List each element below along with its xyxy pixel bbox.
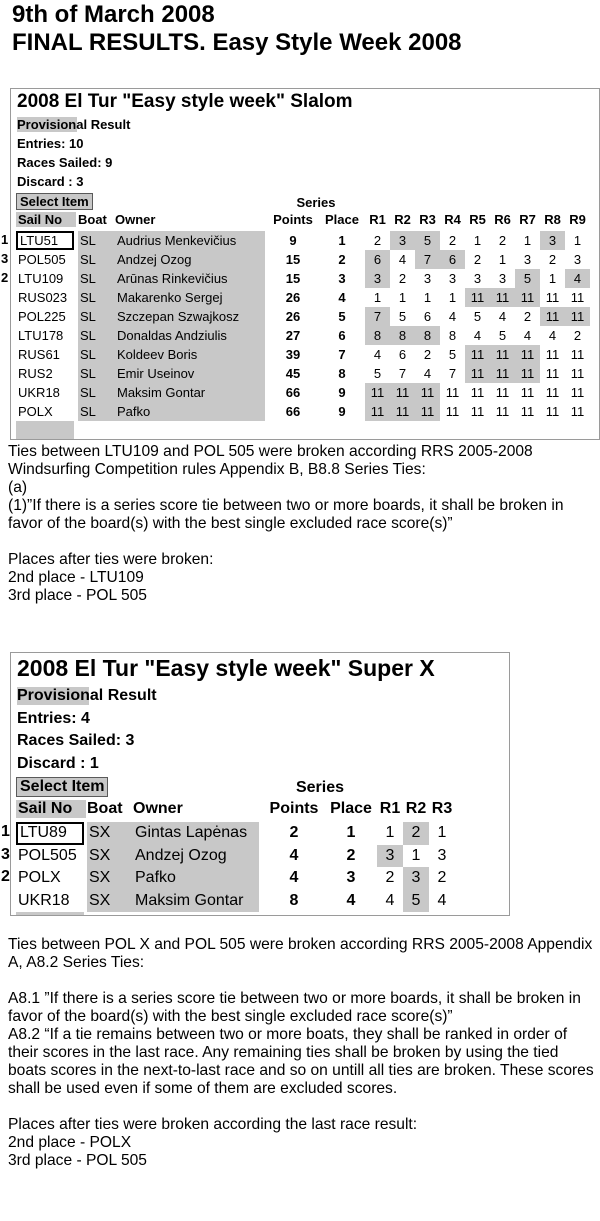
superx-row-2-boat: SX — [87, 845, 133, 868]
superx-row-2-sail[interactable]: POL505 — [18, 846, 77, 864]
slalom-row-7-race-9: 11 — [570, 347, 585, 362]
superx-col-boat: Boat — [87, 799, 123, 817]
slalom-row-7-boat: SL — [78, 345, 115, 364]
slalom-row-1-points: 9 — [289, 233, 297, 248]
superx-row-1-points: 2 — [289, 824, 299, 841]
slalom-row-8-race-7: 11 — [515, 364, 540, 383]
slalom-row-2-race-2: 4 — [398, 252, 407, 267]
slalom-row-7-race-4: 5 — [448, 347, 457, 362]
superx-row-2-place: 2 — [346, 846, 356, 864]
superx-note-4: Places after ties were broken according the last race result: — [8, 1116, 418, 1133]
slalom-rank-marker-3: 2 — [1, 270, 9, 285]
superx-note-1: Ties between POL X and POL 505 were broken according RRS 2005-2008 Appendix A, A8.2 Series Ties: — [8, 936, 593, 971]
slalom-col-sail: Sail No — [16, 212, 76, 227]
superx-rank-marker-1: 1 — [1, 823, 10, 840]
superx-rank-marker-2: 3 — [1, 845, 10, 863]
slalom-col-boat: Boat — [78, 212, 107, 227]
slalom-row-5-sail[interactable]: POL225 — [18, 309, 66, 324]
superx-title: 2008 El Tur "Easy style week" Super X — [17, 655, 435, 681]
slalom-row-6-race-9: 2 — [573, 328, 582, 343]
superx-row-1-boat: SX — [87, 822, 133, 845]
slalom-row-8-race-8: 11 — [545, 366, 560, 381]
slalom-col-race-1: R1 — [369, 212, 386, 227]
slalom-row-5-race-4: 4 — [448, 309, 457, 324]
superx-row-1-owner: Gintas Lapėnas — [133, 822, 259, 845]
superx-row-2-points: 4 — [289, 846, 299, 864]
slalom-row-1-race-8: 3 — [540, 231, 565, 250]
slalom-row-8-boat: SL — [78, 364, 115, 383]
superx-col-owner: Owner — [133, 799, 183, 817]
slalom-col-place: Place — [325, 212, 359, 227]
slalom-sail-tail — [16, 421, 74, 440]
slalom-row-7-sail[interactable]: RUS61 — [18, 347, 60, 362]
superx-row-3-race-1: 2 — [385, 869, 395, 886]
slalom-row-9-race-9: 11 — [570, 385, 585, 400]
slalom-row-7-race-1: 4 — [373, 347, 382, 362]
slalom-rank-marker-2: 3 — [1, 251, 9, 266]
superx-sail-tail — [16, 912, 84, 916]
slalom-row-2-race-1: 6 — [365, 250, 390, 269]
slalom-row-1-race-7: 1 — [523, 233, 532, 248]
slalom-col-race-4: R4 — [444, 212, 461, 227]
slalom-row-10-race-9: 11 — [570, 404, 585, 419]
superx-note-2: A8.1 ”If there is a series score tie between two or more boards, it shall be broken in favor of the board(s) with the best single excluded race score(s)” — [8, 990, 581, 1025]
slalom-row-3-race-1: 3 — [365, 269, 390, 288]
slalom-title: 2008 El Tur "Easy style week" Slalom — [17, 91, 353, 112]
slalom-row-4-race-6: 11 — [490, 288, 515, 307]
slalom-row-6-race-5: 4 — [473, 328, 482, 343]
slalom-row-2-sail[interactable]: POL505 — [18, 252, 66, 267]
slalom-col-owner: Owner — [115, 212, 156, 227]
superx-row-1-race-2: 2 — [403, 822, 429, 845]
superx-note-3: A8.2 “If a tie remains between two or more boats, they shall be ranked in order of their scores in the last race. Any remaining ties shall be broken by using the tied boats scores in the next-to-last race and so on untill all ties are broken. These scores shall be used even if some of them are excluded scores. — [8, 1026, 594, 1097]
superx-col-place: Place — [330, 799, 372, 817]
slalom-row-3-race-5: 3 — [473, 271, 482, 286]
slalom-row-2-race-4: 6 — [440, 250, 465, 269]
slalom-row-1-boat: SL — [78, 231, 115, 250]
slalom-note-5: 2nd place - LTU109 — [8, 569, 144, 586]
slalom-row-7-race-2: 6 — [398, 347, 407, 362]
page-title: FINAL RESULTS. Easy Style Week 2008 — [12, 29, 462, 56]
slalom-row-10-place: 9 — [338, 404, 346, 419]
slalom-row-6-sail[interactable]: LTU178 — [18, 328, 64, 343]
superx-results-panel — [10, 652, 510, 916]
slalom-row-3-race-7: 5 — [515, 269, 540, 288]
superx-col-sail: Sail No — [16, 800, 86, 818]
superx-row-2-race-2: 1 — [411, 846, 421, 864]
slalom-row-9-points: 66 — [285, 385, 301, 400]
slalom-row-3-boat: SL — [78, 269, 115, 288]
slalom-row-2-race-6: 1 — [498, 252, 507, 267]
slalom-row-8-race-1: 5 — [373, 366, 382, 381]
slalom-row-5-race-9: 11 — [565, 307, 590, 326]
slalom-row-1-race-6: 2 — [498, 233, 507, 248]
slalom-col-series: Series — [296, 195, 336, 210]
slalom-row-1-race-5: 1 — [473, 233, 482, 248]
slalom-select-item-button[interactable]: Select Item — [16, 193, 93, 210]
slalom-row-7-race-8: 11 — [545, 347, 560, 362]
slalom-row-3-sail[interactable]: LTU109 — [18, 271, 64, 286]
slalom-row-5-race-8: 11 — [540, 307, 565, 326]
superx-row-1-place: 1 — [346, 824, 356, 841]
slalom-row-5-owner: Szczepan Szwajkosz — [115, 307, 265, 326]
slalom-row-6-race-8: 4 — [548, 328, 557, 343]
slalom-row-4-race-4: 1 — [448, 290, 457, 305]
slalom-row-3-race-4: 3 — [448, 271, 457, 286]
slalom-row-4-points: 26 — [285, 290, 301, 305]
slalom-row-2-boat: SL — [78, 250, 115, 269]
slalom-row-8-race-2: 7 — [398, 366, 407, 381]
superx-row-4-race-1: 4 — [385, 891, 395, 909]
slalom-row-9-race-1: 11 — [365, 383, 390, 402]
slalom-row-7-points: 39 — [285, 347, 301, 362]
slalom-row-10-boat: SL — [78, 402, 115, 421]
superx-entries: Entries: 4 — [17, 709, 90, 727]
slalom-row-9-sail[interactable]: UKR18 — [18, 385, 60, 400]
slalom-row-3-race-9: 4 — [565, 269, 590, 288]
slalom-row-2-points: 15 — [285, 252, 301, 267]
superx-row-3-sail[interactable]: POLX — [18, 869, 61, 886]
superx-row-1-race-3: 1 — [437, 824, 447, 841]
slalom-row-4-race-5: 11 — [465, 288, 490, 307]
slalom-col-race-7: R7 — [519, 212, 536, 227]
superx-row-2-race-1: 3 — [377, 845, 403, 868]
superx-races-sailed: Races Sailed: 3 — [17, 732, 135, 749]
slalom-row-2-race-8: 2 — [548, 252, 557, 267]
slalom-races-sailed: Races Sailed: 9 — [17, 155, 113, 170]
slalom-row-3-race-6: 3 — [498, 271, 507, 286]
slalom-row-8-points: 45 — [285, 366, 301, 381]
slalom-results-panel — [10, 88, 600, 440]
slalom-row-2-race-9: 3 — [573, 252, 582, 267]
superx-col-race-2: R2 — [405, 799, 427, 817]
slalom-row-1-place: 1 — [338, 233, 346, 248]
superx-row-1-sail[interactable]: LTU89 — [16, 822, 84, 845]
slalom-row-6-owner: Donaldas Andziulis — [115, 326, 265, 345]
slalom-row-2-race-5: 2 — [473, 252, 482, 267]
slalom-row-5-race-1: 7 — [365, 307, 390, 326]
slalom-row-8-owner: Emir Useinov — [115, 364, 265, 383]
slalom-row-1-race-4: 2 — [448, 233, 457, 248]
slalom-row-4-race-3: 1 — [423, 290, 432, 305]
slalom-row-5-place: 5 — [338, 309, 346, 324]
superx-row-4-sail[interactable]: UKR18 — [18, 891, 70, 909]
slalom-row-9-race-7: 11 — [520, 385, 535, 400]
superx-col-race-3: R3 — [431, 799, 453, 817]
slalom-row-3-place: 3 — [338, 271, 346, 286]
slalom-row-5-boat: SL — [78, 307, 115, 326]
slalom-provisional-label: Provisional Result — [17, 117, 131, 132]
slalom-row-8-race-4: 7 — [448, 366, 457, 381]
slalom-row-3-race-3: 3 — [423, 271, 432, 286]
slalom-row-7-race-7: 11 — [515, 345, 540, 364]
slalom-row-5-race-7: 2 — [523, 309, 532, 324]
superx-row-2-owner: Andzej Ozog — [133, 845, 259, 868]
slalom-row-9-boat: SL — [78, 383, 115, 402]
superx-row-1-race-1: 1 — [385, 824, 395, 841]
slalom-note-1: Ties between LTU109 and POL 505 were broken according RRS 2005-2008 Windsurfing Competition rules Appendix B, B8.8 Series Ties: — [8, 443, 533, 478]
slalom-row-4-race-7: 11 — [515, 288, 540, 307]
slalom-row-9-race-8: 11 — [545, 385, 560, 400]
slalom-row-10-race-8: 11 — [545, 404, 560, 419]
slalom-col-race-9: R9 — [569, 212, 586, 227]
slalom-col-race-6: R6 — [494, 212, 511, 227]
slalom-row-4-sail[interactable]: RUS023 — [18, 290, 68, 305]
slalom-note-2: (a) — [8, 479, 28, 496]
slalom-row-1-race-3: 5 — [415, 231, 440, 250]
slalom-row-4-owner: Makarenko Sergej — [115, 288, 265, 307]
slalom-row-9-race-6: 11 — [495, 385, 510, 400]
slalom-note-3: (1)”If there is a series score tie between two or more boards, it shall be broken in favor of the board(s) with the best single excluded race score(s)” — [8, 497, 564, 532]
slalom-row-1-owner: Audrius Menkevičius — [115, 231, 265, 250]
slalom-row-9-owner: Maksim Gontar — [115, 383, 265, 402]
slalom-row-2-race-3: 7 — [415, 250, 440, 269]
slalom-row-9-race-4: 11 — [445, 385, 460, 400]
slalom-row-1-race-9: 1 — [573, 233, 582, 248]
slalom-row-10-race-7: 11 — [520, 404, 535, 419]
superx-row-3-owner: Pafko — [133, 867, 259, 890]
superx-row-4-owner: Maksim Gontar — [133, 890, 259, 913]
slalom-row-8-place: 8 — [338, 366, 346, 381]
slalom-row-6-points: 27 — [285, 328, 301, 343]
slalom-row-9-race-3: 11 — [415, 383, 440, 402]
superx-col-race-1: R1 — [379, 799, 401, 817]
slalom-row-3-points: 15 — [285, 271, 301, 286]
slalom-row-5-points: 26 — [285, 309, 301, 324]
slalom-row-1-race-1: 2 — [373, 233, 382, 248]
slalom-rank-marker-1: 1 — [1, 232, 9, 247]
slalom-row-10-sail[interactable]: POLX — [18, 404, 53, 419]
slalom-row-4-race-2: 1 — [398, 290, 407, 305]
slalom-col-race-2: R2 — [394, 212, 411, 227]
superx-row-2-race-3: 3 — [437, 846, 447, 864]
slalom-row-7-place: 7 — [338, 347, 346, 362]
slalom-row-8-race-6: 11 — [490, 364, 515, 383]
slalom-col-race-8: R8 — [544, 212, 561, 227]
slalom-row-3-race-8: 1 — [548, 271, 557, 286]
slalom-row-8-sail[interactable]: RUS2 — [18, 366, 53, 381]
slalom-row-4-race-1: 1 — [373, 290, 382, 305]
superx-row-4-race-3: 4 — [437, 891, 447, 909]
slalom-row-6-race-3: 8 — [415, 326, 440, 345]
slalom-row-2-owner: Andzej Ozog — [115, 250, 265, 269]
slalom-row-5-race-2: 5 — [398, 309, 407, 324]
superx-note-6: 3rd place - POL 505 — [8, 1152, 147, 1169]
superx-row-3-place: 3 — [346, 869, 356, 886]
slalom-discard: Discard : 3 — [17, 174, 84, 189]
superx-col-series: Series — [295, 779, 345, 796]
slalom-row-9-race-2: 11 — [390, 383, 415, 402]
slalom-row-9-race-5: 11 — [470, 385, 485, 400]
slalom-row-5-race-6: 4 — [498, 309, 507, 324]
slalom-row-6-race-1: 8 — [365, 326, 390, 345]
superx-discard: Discard : 1 — [17, 754, 99, 772]
slalom-row-8-race-5: 11 — [465, 364, 490, 383]
slalom-row-6-race-6: 5 — [498, 328, 507, 343]
slalom-row-6-race-4: 8 — [448, 328, 457, 343]
slalom-row-6-race-2: 8 — [390, 326, 415, 345]
slalom-row-10-race-3: 11 — [415, 402, 440, 421]
superx-row-3-race-2: 3 — [403, 867, 429, 890]
superx-row-4-race-2: 5 — [403, 890, 429, 913]
slalom-row-4-race-8: 11 — [545, 290, 560, 305]
slalom-row-1-sail[interactable]: LTU51 — [16, 231, 74, 250]
superx-row-4-points: 8 — [289, 891, 299, 909]
slalom-row-8-race-3: 4 — [423, 366, 432, 381]
slalom-row-10-owner: Pafko — [115, 402, 265, 421]
slalom-row-3-owner: Arūnas Rinkevičius — [115, 269, 265, 288]
slalom-row-8-race-9: 11 — [570, 366, 585, 381]
slalom-row-4-boat: SL — [78, 288, 115, 307]
superx-row-3-points: 4 — [289, 869, 299, 886]
slalom-note-6: 3rd place - POL 505 — [8, 587, 147, 604]
page-date: 9th of March 2008 — [12, 1, 215, 28]
slalom-col-points: Points — [273, 212, 313, 227]
slalom-row-2-race-7: 3 — [523, 252, 532, 267]
slalom-note-4: Places after ties were broken: — [8, 551, 214, 568]
slalom-row-2-place: 2 — [338, 252, 346, 267]
slalom-row-6-race-7: 4 — [523, 328, 532, 343]
slalom-row-10-race-2: 11 — [390, 402, 415, 421]
slalom-row-10-race-4: 11 — [445, 404, 460, 419]
superx-tie-notes — [8, 936, 596, 1170]
slalom-entries: Entries: 10 — [17, 136, 84, 151]
slalom-row-7-race-6: 11 — [490, 345, 515, 364]
superx-col-points: Points — [269, 799, 319, 817]
slalom-row-10-race-1: 11 — [365, 402, 390, 421]
superx-row-4-boat: SX — [87, 890, 133, 913]
slalom-row-6-place: 6 — [338, 328, 346, 343]
slalom-row-5-race-5: 5 — [473, 309, 482, 324]
slalom-row-10-race-6: 11 — [495, 404, 510, 419]
slalom-row-9-place: 9 — [338, 385, 346, 400]
slalom-tie-notes — [8, 443, 596, 605]
slalom-row-7-race-3: 2 — [423, 347, 432, 362]
slalom-row-7-owner: Koldeev Boris — [115, 345, 265, 364]
superx-note-5: 2nd place - POLX — [8, 1134, 132, 1151]
superx-rank-marker-3: 2 — [1, 868, 10, 885]
slalom-row-4-race-9: 11 — [570, 290, 585, 305]
slalom-row-10-race-5: 11 — [470, 404, 485, 419]
slalom-row-7-race-5: 11 — [465, 345, 490, 364]
superx-row-3-race-3: 2 — [437, 869, 447, 886]
superx-provisional-label: Provisional Result — [17, 687, 157, 704]
slalom-row-4-place: 4 — [338, 290, 346, 305]
slalom-col-race-3: R3 — [419, 212, 436, 227]
slalom-row-6-boat: SL — [78, 326, 115, 345]
superx-row-3-boat: SX — [87, 867, 133, 890]
superx-select-item-button[interactable]: Select Item — [16, 777, 108, 797]
slalom-row-10-points: 66 — [285, 404, 301, 419]
slalom-col-race-5: R5 — [469, 212, 486, 227]
superx-row-4-place: 4 — [346, 891, 356, 909]
slalom-row-5-race-3: 6 — [423, 309, 432, 324]
slalom-row-1-race-2: 3 — [390, 231, 415, 250]
slalom-row-3-race-2: 2 — [398, 271, 407, 286]
